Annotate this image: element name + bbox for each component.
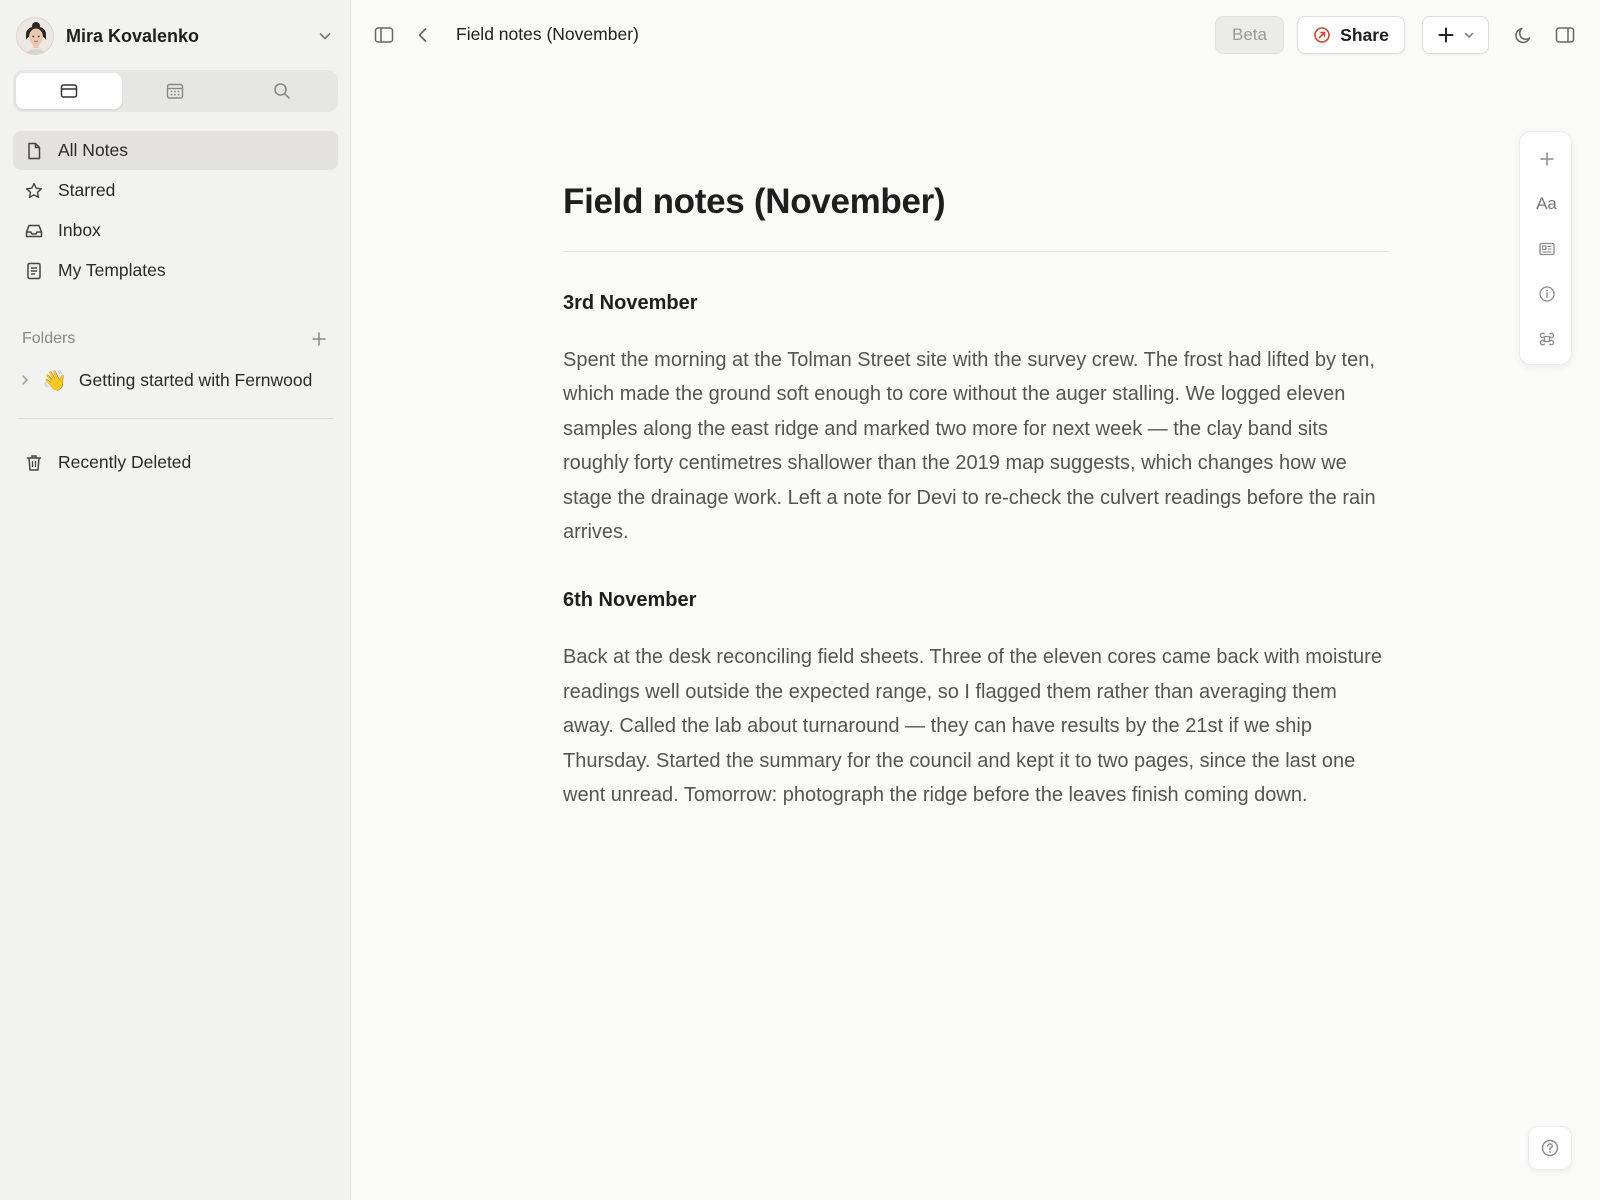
- text-format-button[interactable]: Aa: [1536, 194, 1557, 213]
- avatar: [16, 17, 54, 55]
- insert-block-button[interactable]: [1520, 141, 1573, 177]
- inbox-icon: [24, 221, 44, 241]
- trash-icon: [24, 453, 44, 473]
- sidebar-item-starred[interactable]: [13, 171, 338, 210]
- id-card-icon: [1538, 240, 1556, 258]
- right-panel-toggle-icon[interactable]: [1554, 24, 1576, 46]
- note-card-button[interactable]: [1520, 231, 1573, 267]
- help-icon: [1540, 1138, 1560, 1158]
- note-info-button[interactable]: [1520, 276, 1573, 312]
- sidebar-item-label: Inbox: [58, 220, 101, 240]
- calendar-icon: [165, 81, 185, 101]
- user-name: Mira Kovalenko: [66, 25, 200, 46]
- chevron-down-icon[interactable]: [316, 27, 334, 45]
- plus-icon: [1437, 26, 1455, 44]
- note-editor[interactable]: [563, 170, 1389, 812]
- share-button[interactable]: [1297, 16, 1405, 54]
- note-title[interactable]: Field notes (November): [563, 182, 946, 221]
- command-menu-button[interactable]: [1520, 321, 1573, 357]
- add-folder-icon[interactable]: [310, 330, 328, 348]
- section-heading[interactable]: 3rd November: [563, 292, 698, 314]
- section-heading[interactable]: 6th November: [563, 589, 697, 612]
- sidebar-nav: [13, 131, 338, 291]
- beta-badge: Beta: [1215, 16, 1284, 54]
- sidebar-item-recently-deleted[interactable]: [13, 443, 338, 482]
- info-icon: [1538, 285, 1556, 303]
- section-paragraph[interactable]: Spent the morning at the Tolman Street site with the survey crew. The frost had lifted by ten, which made the ground soft enough to core without the auger stalling. We logged eleven samples along the east ridge and marked two more for next week — the clay band sits roughly forty centimetres shallower than the 2019 map suggests, which changes how we stage the drainage work. Left a note for Devi to re-check the culvert readings before the rain arrives.: [563, 349, 1376, 544]
- folders-label: Folders: [22, 330, 76, 347]
- folder-label: Getting started with Fernwood: [78, 369, 313, 390]
- waving-hand-icon: 👋: [42, 369, 67, 392]
- sidebar-divider: [18, 418, 333, 419]
- share-label: Share: [1340, 24, 1389, 45]
- sidebar-item-inbox[interactable]: [13, 211, 338, 250]
- folders-header: [22, 328, 328, 350]
- notes-card-icon: [59, 81, 79, 101]
- sidebar-item-label: My Templates: [58, 260, 166, 280]
- templates-icon: [24, 261, 44, 281]
- sidebar-item-label: Recently Deleted: [58, 452, 192, 472]
- star-icon: [24, 181, 44, 201]
- search-view-tab[interactable]: [229, 73, 335, 109]
- back-icon[interactable]: [412, 24, 434, 46]
- document-icon: [24, 141, 44, 161]
- notes-view-tab[interactable]: [16, 73, 122, 109]
- title-divider: [563, 251, 1389, 252]
- share-icon: [1313, 26, 1331, 44]
- section-paragraph[interactable]: Back at the desk reconciling field sheets. Three of the eleven cores came back with moisture readings well outside the expected range, so I flagged them rather than averaging them away. Called the lab about turnaround — they can have results by the 21st if we ship Thursday. Started the summary for the council and kept it to two pages, since the last one went unread. Tomorrow: photograph the ridge before the leaves finish coming down.: [563, 646, 1382, 807]
- sidebar-item-all-notes[interactable]: [13, 131, 338, 170]
- sidebar-view-switcher: [13, 70, 338, 112]
- account-switcher[interactable]: [16, 17, 334, 55]
- chevron-right-icon[interactable]: [18, 373, 32, 387]
- sidebar-item-label: All Notes: [58, 140, 129, 160]
- folder-item[interactable]: [18, 364, 338, 396]
- sidebar-item-label: Starred: [58, 180, 116, 200]
- calendar-view-tab[interactable]: [122, 73, 228, 109]
- sidebar-toggle-icon[interactable]: [373, 24, 395, 46]
- sidebar-item-my-templates[interactable]: [13, 251, 338, 290]
- moon-icon[interactable]: [1513, 24, 1535, 46]
- search-icon: [272, 81, 292, 101]
- help-button[interactable]: [1528, 1126, 1572, 1170]
- new-note-button[interactable]: [1422, 16, 1489, 54]
- editor-side-toolbar: [1519, 131, 1572, 365]
- plus-icon: [1538, 150, 1556, 168]
- chevron-down-icon: [1463, 29, 1475, 41]
- top-bar: [352, 0, 1600, 70]
- breadcrumb-title: Field notes (November): [456, 24, 639, 44]
- command-icon: [1538, 330, 1556, 348]
- sidebar: [0, 0, 351, 1200]
